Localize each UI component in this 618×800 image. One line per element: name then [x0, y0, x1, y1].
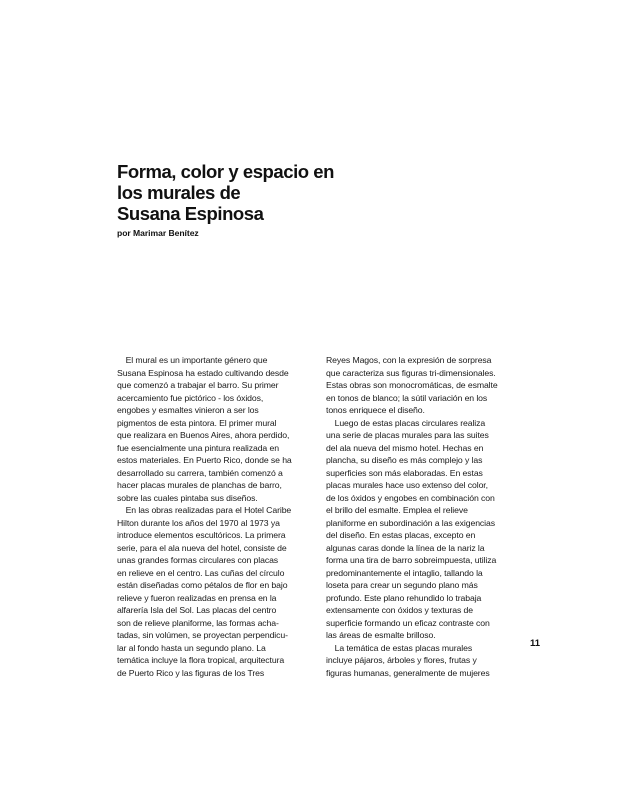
body-text-line: La temática de estas placas murales — [326, 642, 473, 653]
title-line: los murales de — [117, 182, 241, 203]
body-text-line: En las obras realizadas para el Hotel Caribe — [117, 505, 292, 515]
body-text-line: que comenzó a trabajar el barro. Su primer — [117, 380, 279, 390]
body-text-line: tadas, sin volúmen, se proyectan perpendicu- — [117, 630, 288, 640]
body-text-line: en relieve en el centro. Las cuñas del círculo — [117, 567, 285, 578]
body-text-line: alfarería Isla del Sol. Las placas del centro — [117, 605, 277, 615]
author-byline: por Marimar Benítez — [117, 228, 199, 238]
title-line: Susana Espinosa — [117, 203, 264, 224]
body-text-line: del ala nueva del mismo hotel. Hechas en — [326, 442, 484, 453]
body-text-line: Susana Espinosa ha estado cultivando desde — [117, 367, 289, 378]
body-text-line: tonos enriquece el diseño. — [326, 405, 425, 415]
body-text-line: lar al fondo hasta un segundo plano. La — [117, 642, 266, 653]
body-text-line: placas murales hace uso extenso del color, — [326, 480, 488, 490]
body-text-line: forma una tira de barro sobreimpuesta, utiliza — [326, 555, 497, 565]
body-text-line: introduce elementos escultóricos. La primera — [117, 530, 286, 540]
body-text-line: serie, para el ala nueva del hotel, consiste de — [117, 542, 287, 553]
body-text-line: extensamente con óxidos y texturas de — [326, 605, 473, 615]
body-column-right — [326, 354, 536, 679]
body-text-line: hacer placas murales de planchas de barro, — [117, 480, 282, 490]
body-text-line: loseta para crear un segundo plano más — [326, 580, 478, 590]
body-text-line: unas grandes formas circulares con placas — [117, 555, 279, 565]
body-text-line: el brillo del esmalte. Emplea el relieve — [326, 505, 468, 515]
body-text-line: El mural es un importante género que — [117, 355, 268, 365]
body-text-line: engobes y esmaltes vinieron a ser los — [117, 405, 259, 415]
body-text-line: Hilton durante los años del 1970 al 1973 ya — [117, 517, 280, 528]
title-line: Forma, color y espacio en — [117, 161, 334, 182]
body-text-line: estos materiales. En Puerto Rico, donde se ha — [117, 455, 292, 465]
body-text-line: algunas caras donde la línea de la nariz la — [326, 542, 485, 553]
body-text-line: de los óxidos y engobes en combinación con — [326, 492, 495, 503]
body-text-line: de Puerto Rico y las figuras de los Tres — [117, 667, 265, 678]
body-text-line: Luego de estas placas circulares realiza — [326, 417, 486, 428]
body-text-line: pigmentos de esta pintora. El primer mural — [117, 417, 277, 428]
body-text-line: una serie de placas murales para las suites — [326, 430, 489, 440]
body-column-left — [117, 354, 327, 679]
body-text-line: incluye pájaros, árboles y flores, frutas y — [326, 655, 477, 665]
body-text-line: sobre las cuales pintaba sus diseños. — [117, 492, 258, 503]
body-text-line: las áreas de esmalte brilloso. — [326, 630, 436, 640]
body-text-line: Reyes Magos, con la expresión de sorpresa — [326, 355, 492, 365]
body-text-line: en tonos de blanco; la sútil variación en los — [326, 392, 488, 403]
body-text-line: están diseñadas como pétalos de flor en bajo — [117, 580, 288, 590]
page-number: 11 — [530, 638, 541, 649]
body-text-line: del diseño. En estas placas, excepto en — [326, 530, 476, 540]
body-text-line: temática incluye la flora tropical, arquitectura — [117, 655, 285, 665]
body-text-line: planiforme en subordinación a las exigencias — [326, 517, 495, 528]
body-text-line: que realizara en Buenos Aires, ahora perdido, — [117, 430, 290, 440]
body-text-line: Estas obras son monocromáticas, de esmalte — [326, 380, 498, 390]
body-text-line: desarrollado su carrera, también comenzó a — [117, 467, 283, 478]
body-text-line: superficies son más elaboradas. En estas — [326, 467, 483, 478]
body-text-line: acercamiento fue pictórico - los óxidos, — [117, 392, 264, 403]
body-text-line: figuras humanas, generalmente de mujeres — [326, 667, 490, 678]
body-text-line: fue esencialmente una pintura realizada en — [117, 442, 279, 453]
body-text-line: profundo. Este plano rehundido lo trabaja — [326, 592, 482, 603]
body-text-line: relieve y fueron realizadas en prensa en la — [117, 592, 277, 603]
body-text-line: plancha, su diseño es más complejo y las — [326, 455, 483, 465]
article-title — [117, 161, 357, 224]
body-text-line: predominantemente el intaglio, tallando la — [326, 567, 483, 578]
body-text-line: son de relieve planiforme, las formas acha- — [117, 617, 279, 628]
body-text-line: superficie formando un eficaz contraste con — [326, 617, 490, 628]
body-text-line: que caracteriza sus figuras tri-dimensionales. — [326, 367, 496, 378]
